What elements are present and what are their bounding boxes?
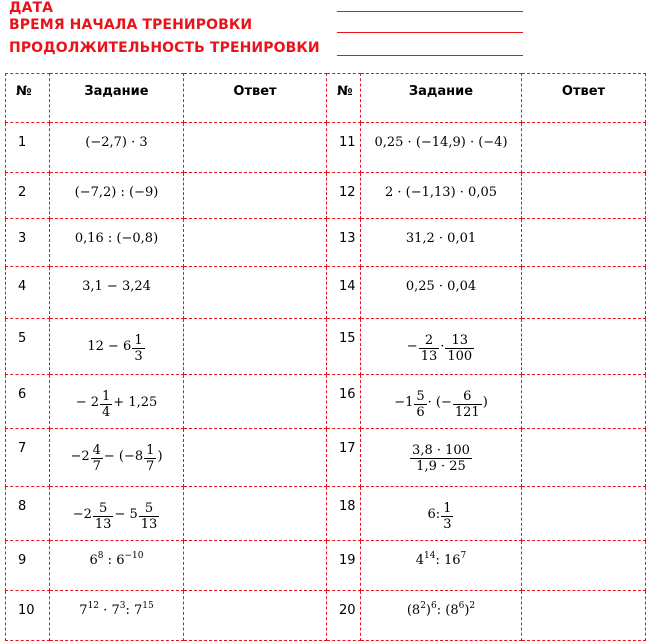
expression-text: 31,2 · 0,01 <box>405 231 477 246</box>
task-expression <box>50 487 184 541</box>
operator: : <box>435 553 444 568</box>
table-row <box>6 429 646 487</box>
denominator: 6 <box>416 405 425 420</box>
task-number: 20 <box>327 591 361 641</box>
denominator: 121 <box>454 405 480 420</box>
exponent: 2 <box>469 601 476 611</box>
answer-cell[interactable] <box>522 173 646 219</box>
task-number: 5 <box>6 319 50 375</box>
fraction <box>139 501 160 532</box>
start-time-field-line[interactable] <box>337 32 523 33</box>
task-number: 15 <box>327 319 361 375</box>
base: 16 <box>443 553 461 568</box>
expression-text: 3,1 − 3,24 <box>82 279 151 294</box>
answer-cell[interactable] <box>522 375 646 429</box>
task-number: 11 <box>327 123 361 173</box>
exponent: 8 <box>97 551 104 561</box>
numerator: 6 <box>453 389 482 405</box>
answer-cell[interactable] <box>522 429 646 487</box>
answer-cell[interactable] <box>184 429 327 487</box>
expression-part: − 2 <box>75 395 100 410</box>
fraction <box>453 389 482 420</box>
operator: : <box>103 553 117 568</box>
task-number: 10 <box>6 591 50 641</box>
answer-cell[interactable] <box>184 173 327 219</box>
fraction <box>414 389 426 420</box>
denominator: 1,9 · 25 <box>416 459 466 474</box>
denominator: 13 <box>140 517 158 532</box>
base: 4 <box>415 553 425 568</box>
task-expression <box>361 267 522 319</box>
task-number: 8 <box>6 487 50 541</box>
base: 6 <box>116 553 125 568</box>
numerator: 1 <box>146 443 155 458</box>
table-row <box>6 541 646 591</box>
exponent: 7 <box>460 551 467 561</box>
answer-cell[interactable] <box>184 541 327 591</box>
col-header-answer-2: Ответ <box>522 74 646 123</box>
exponent: 6 <box>431 601 437 611</box>
task-number: 3 <box>6 219 50 267</box>
table-header-row <box>6 74 646 123</box>
task-number: 7 <box>6 429 50 487</box>
task-expression <box>50 591 184 641</box>
answer-cell[interactable] <box>184 591 327 641</box>
col-header-num: № <box>6 74 50 123</box>
exponent: 2 <box>420 601 426 611</box>
exponent: 12 <box>87 601 100 611</box>
base: 7 <box>133 603 143 618</box>
task-expression <box>361 219 522 267</box>
denominator: 7 <box>146 459 155 474</box>
duration-label: ПРОДОЛЖИТЕЛЬНОСТЬ ТРЕНИРОВКИ <box>9 40 320 56</box>
numerator: 13 <box>445 333 474 349</box>
answer-cell[interactable] <box>522 487 646 541</box>
answer-cell[interactable] <box>522 267 646 319</box>
table-row <box>6 123 646 173</box>
expression-part: ) <box>482 395 488 410</box>
col-header-task: Задание <box>50 74 184 123</box>
task-number: 17 <box>327 429 361 487</box>
task-number: 18 <box>327 487 361 541</box>
answer-cell[interactable] <box>522 319 646 375</box>
task-expression <box>50 123 184 173</box>
expression-text: 0,25 · 0,04 <box>405 279 477 294</box>
task-number: 9 <box>6 541 50 591</box>
fraction <box>100 389 112 420</box>
table-row <box>6 591 646 641</box>
expression-part: 6: <box>427 507 441 522</box>
expression-part: · (− <box>427 395 452 410</box>
task-expression <box>361 541 522 591</box>
task-expression <box>50 375 184 429</box>
expression-part: · <box>440 339 445 354</box>
exponent: 6 <box>458 601 465 611</box>
operator: · <box>99 603 112 618</box>
base: 7 <box>79 603 88 618</box>
expression-part: −2 <box>70 449 90 464</box>
denominator: 4 <box>102 405 111 420</box>
answer-cell[interactable] <box>184 487 327 541</box>
task-expression <box>50 219 184 267</box>
task-expression <box>361 173 522 219</box>
paren: ) <box>425 603 431 618</box>
expression-part: −2 <box>72 507 92 522</box>
expression-text: 0,25 · (−14,9) · (−4) <box>374 135 508 150</box>
task-number: 12 <box>327 173 361 219</box>
base: (8 <box>445 603 459 618</box>
expression-part: − <box>406 339 418 354</box>
numerator: 1 <box>134 333 143 348</box>
fraction <box>419 333 440 364</box>
task-number: 6 <box>6 375 50 429</box>
task-expression <box>361 123 522 173</box>
task-number: 13 <box>327 219 361 267</box>
date-label: ДАТА <box>9 0 54 16</box>
fraction <box>132 333 144 364</box>
task-number: 2 <box>6 173 50 219</box>
task-number: 16 <box>327 375 361 429</box>
fraction <box>441 501 453 532</box>
start-time-label: ВРЕМЯ НАЧАЛА ТРЕНИРОВКИ <box>9 17 253 33</box>
fraction <box>91 443 103 474</box>
operator: : <box>125 603 134 618</box>
denominator: 3 <box>443 517 452 532</box>
numerator: 2 <box>419 333 440 349</box>
duration-field-line[interactable] <box>337 55 523 56</box>
base: 6 <box>89 553 98 568</box>
denominator: 3 <box>134 349 143 364</box>
base: 7 <box>111 603 120 618</box>
answer-cell[interactable] <box>522 123 646 173</box>
expression-text: (−7,2) : (−9) <box>74 185 159 200</box>
table-row <box>6 487 646 541</box>
denominator: 7 <box>92 459 101 474</box>
fraction <box>410 443 472 474</box>
table-row <box>6 173 646 219</box>
date-field-line[interactable] <box>337 11 523 12</box>
expression-part: + 1,25 <box>113 395 158 410</box>
numerator: 3,8 · 100 <box>412 443 470 458</box>
expression-part: −1 <box>394 395 414 410</box>
numerator: 1 <box>443 501 452 516</box>
task-expression <box>50 173 184 219</box>
denominator: 13 <box>94 517 112 532</box>
task-expression <box>50 267 184 319</box>
task-expression <box>361 487 522 541</box>
expression-part: − 5 <box>114 507 138 522</box>
denominator: 100 <box>447 349 473 364</box>
task-expression <box>361 591 522 641</box>
task-number: 14 <box>327 267 361 319</box>
answer-cell[interactable] <box>184 219 327 267</box>
answer-cell[interactable] <box>522 591 646 641</box>
answer-cell[interactable] <box>184 123 327 173</box>
denominator: 13 <box>420 349 438 364</box>
numerator: 5 <box>139 501 160 517</box>
task-number: 1 <box>6 123 50 173</box>
fraction <box>445 333 474 364</box>
col-header-num-2: № <box>327 74 361 123</box>
task-number: 19 <box>327 541 361 591</box>
fraction <box>144 443 156 474</box>
answer-cell[interactable] <box>184 319 327 375</box>
task-expression <box>361 319 522 375</box>
numerator: 5 <box>93 501 114 517</box>
task-expression <box>50 319 184 375</box>
col-header-answer: Ответ <box>184 74 327 123</box>
expression-part: ) <box>157 449 163 464</box>
exercise-table <box>5 73 646 641</box>
exponent: −10 <box>124 551 144 561</box>
expression-part: 12 − 6 <box>87 339 132 354</box>
expression-part: − (−8 <box>103 449 144 464</box>
answer-cell[interactable] <box>184 375 327 429</box>
table-row <box>6 267 646 319</box>
table-row <box>6 219 646 267</box>
col-header-task-2: Задание <box>361 74 522 123</box>
numerator: 5 <box>416 389 425 404</box>
task-expression <box>361 429 522 487</box>
exponent: 15 <box>142 601 154 611</box>
task-expression <box>50 541 184 591</box>
exponent: 3 <box>119 601 126 611</box>
expression-text: (−2,7) · 3 <box>85 135 148 150</box>
table-row <box>6 375 646 429</box>
expression-text: 2 · (−1,13) · 0,05 <box>385 185 497 200</box>
fraction <box>93 501 114 532</box>
base: (8 <box>406 603 421 618</box>
exponent: 14 <box>424 551 436 561</box>
task-expression <box>361 375 522 429</box>
task-expression <box>50 429 184 487</box>
numerator: 4 <box>92 443 101 458</box>
task-number: 4 <box>6 267 50 319</box>
answer-cell[interactable] <box>184 267 327 319</box>
table-row <box>6 319 646 375</box>
numerator: 1 <box>102 389 111 404</box>
answer-cell[interactable] <box>522 219 646 267</box>
expression-text: 0,16 : (−0,8) <box>74 231 159 246</box>
paren: ) <box>464 603 470 618</box>
operator: : <box>436 603 446 618</box>
answer-cell[interactable] <box>522 541 646 591</box>
